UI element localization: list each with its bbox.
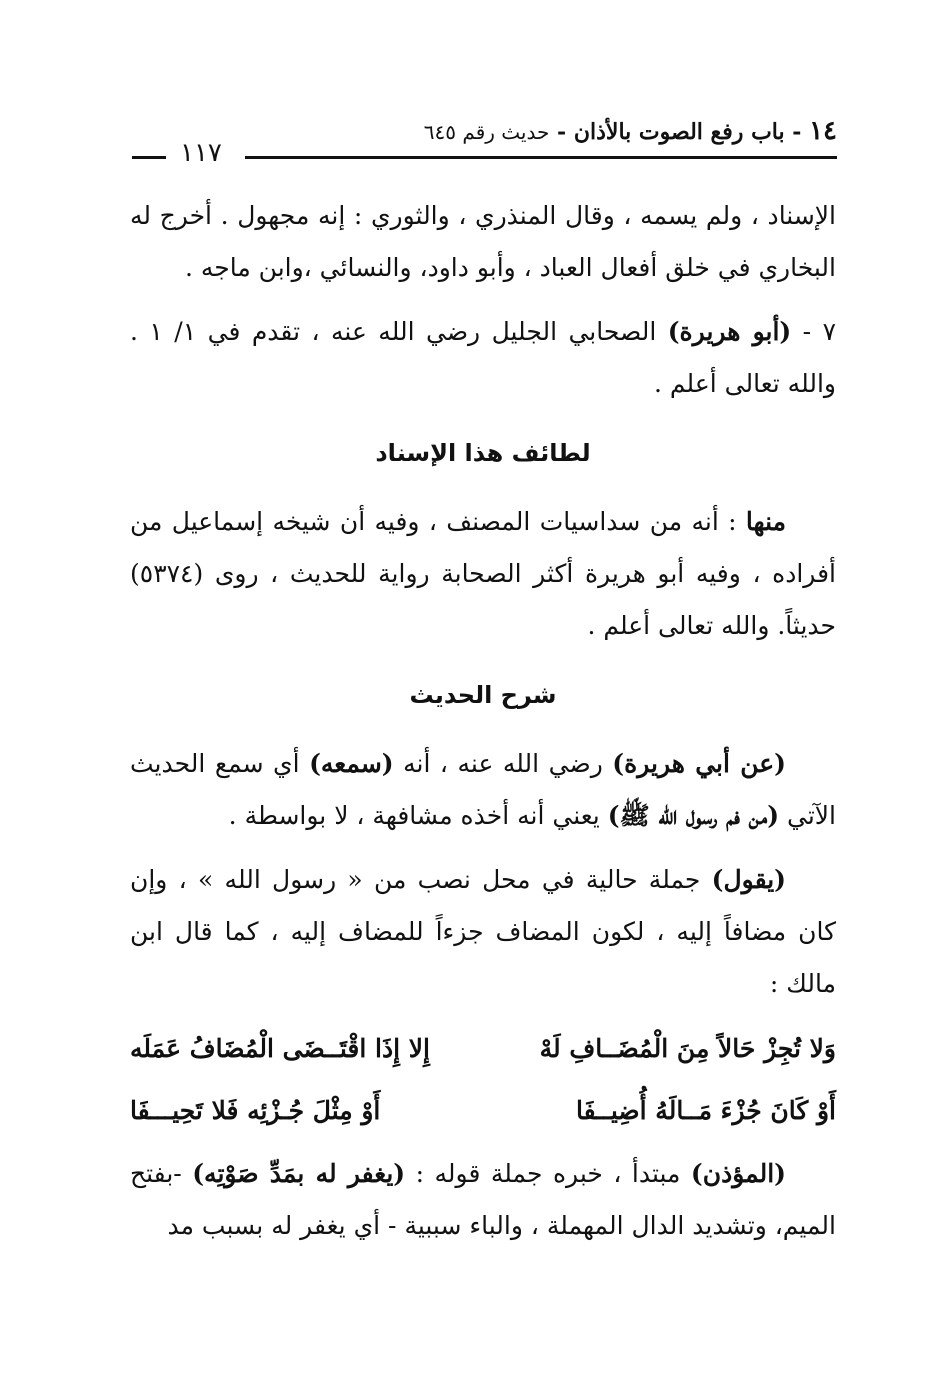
hadith-reference: حديث رقم ٦٤٥ bbox=[423, 120, 550, 144]
chapter-title bbox=[424, 116, 837, 146]
sharh1-bold-2: (سمعه) bbox=[309, 749, 394, 778]
lataif-lead: منها bbox=[745, 507, 786, 536]
poem-line-2-first-hemistich: أَوْ كَانَ جُزْءَ مَــالَهُ أُضِيــفَا bbox=[575, 1096, 836, 1125]
paragraph-sharh-3 bbox=[130, 1148, 836, 1252]
lataif-text: : أنه من سداسيات المصنف ، وفيه أن شيخه إسماعيل من أفراده ، وفيه أبو هريرة أكثر الصحابة رواية للحديث ، روى (٥٣٧٤) حديثاً. والله تعالى أعلم . bbox=[130, 507, 836, 640]
header-rule bbox=[245, 156, 837, 159]
item-number: ٧ - bbox=[791, 317, 837, 346]
sharh3-bold-2: (يغفر له بمَدِّ صَوْتِه) bbox=[192, 1159, 406, 1188]
poem-line-1 bbox=[130, 1018, 836, 1080]
paragraph-abu-hurayra bbox=[130, 306, 836, 410]
sharh3-bold-1: (المؤذن) bbox=[690, 1159, 786, 1188]
sharh2-text-1: جملة حالية في محل نصب من « رسول الله » ، وإن كان مضافاً إليه ، لكون المضاف جزءاً للمضاف إليه ، كما قال ابن مالك : bbox=[130, 865, 836, 998]
poem-line-2 bbox=[130, 1080, 836, 1142]
body-text bbox=[130, 190, 836, 1252]
sharh1-text-3: يعني أنه أخذه مشافهة ، لا بواسطة . bbox=[228, 801, 608, 830]
chapter-number: ١٤ bbox=[809, 116, 837, 146]
section-heading-sharh: شرح الحديث bbox=[409, 681, 557, 709]
page-number-dash bbox=[132, 156, 166, 159]
narrator-name: (أبو هريرة) bbox=[667, 317, 792, 346]
sharh2-bold-1: (يقول) bbox=[711, 865, 786, 894]
sharh1-text-2: أي سمع الحديث الآتي bbox=[130, 749, 836, 830]
page-number: ١١٧ bbox=[180, 138, 222, 168]
paragraph-sharh-1 bbox=[130, 738, 836, 842]
sharh3-text-1: مبتدأ ، خبره جملة قوله : bbox=[405, 1159, 691, 1188]
poem-couplet bbox=[130, 1018, 836, 1142]
chapter-name: - باب رفع الصوت بالأذان bbox=[573, 119, 802, 145]
sharh1-bold-3: (من فم رسول الله ﷺ) bbox=[607, 801, 780, 830]
sharh3-text-2: -بفتح الميم، وتشديد الدال المهملة ، والباء سببية - أي يغفر له بسبب مد bbox=[130, 1159, 836, 1240]
narrator-description: الصحابي الجليل رضي الله عنه ، تقدم في ١/ ١ . والله تعالى أعلم . bbox=[130, 317, 836, 398]
paragraph-narrator-note: الإسناد ، ولم يسمه ، وقال المنذري ، والثوري : إنه مجهول . أخرج له البخاري في خلق أفعال العباد ، وأبو داود، والنسائي ،وابن ماجه . bbox=[130, 201, 836, 282]
paragraph-lataif bbox=[130, 496, 836, 652]
paragraph-sharh-2 bbox=[130, 854, 836, 1010]
sharh1-bold-1: (عن أبي هريرة) bbox=[612, 749, 786, 778]
sharh1-text-1: رضي الله عنه ، أنه bbox=[393, 749, 613, 778]
header-separator: - bbox=[557, 119, 567, 145]
running-header bbox=[132, 112, 837, 172]
poem-line-1-first-hemistich: وَلا تُجِزْ حَالاً مِنَ الْمُضَــافِ لَهْ bbox=[539, 1034, 836, 1063]
poem-line-1-second-hemistich: إِلا إِذَا اقْتَــضَى الْمُضَافُ عَمَلَه bbox=[130, 1034, 430, 1063]
section-heading-lataif: لطائف هذا الإسناد bbox=[375, 439, 591, 467]
poem-line-2-second-hemistich: أَوْ مِثْلَ جُـزْئِه فَلا تَحِيـــفَا bbox=[130, 1096, 381, 1125]
